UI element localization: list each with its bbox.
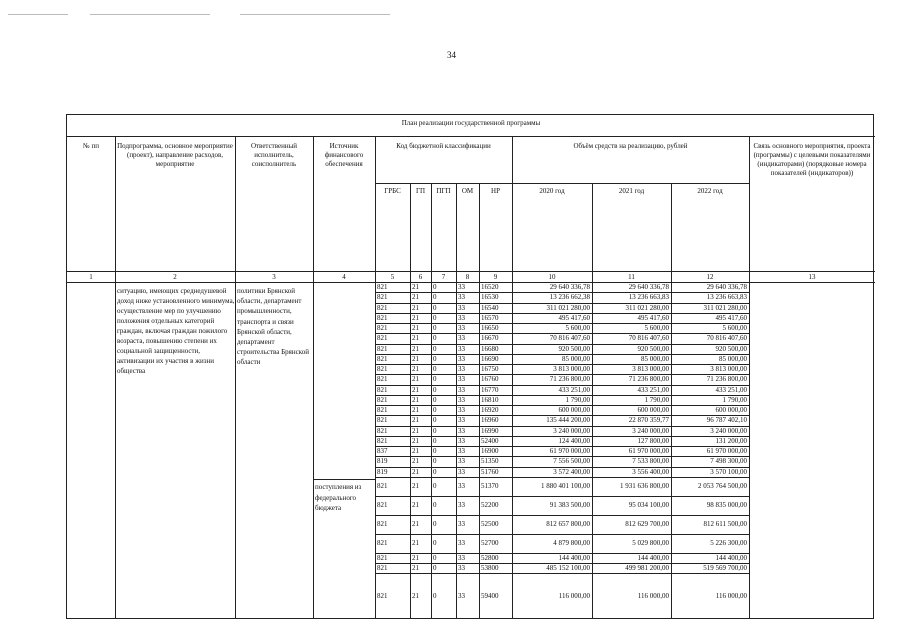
cell-y2021: 13 236 663,83 [628, 293, 669, 302]
cell-grbs: 821 [377, 406, 388, 415]
cell-om: 33 [458, 520, 465, 529]
divider [313, 479, 375, 480]
cell-y2022: 7 498 300,00 [710, 457, 747, 466]
table-title: План реализации государственной программы [401, 119, 541, 127]
cell-y2021: 1 931 636 800,00 [620, 482, 669, 491]
header-gp: ГП [415, 187, 426, 195]
cell-om: 33 [458, 344, 465, 353]
header-budget-code: Код бюджетной классификации [396, 142, 491, 150]
row-divider [375, 534, 749, 535]
cell-y2022: 433 251,00 [715, 385, 747, 394]
cell-gp: 21 [412, 416, 419, 425]
divider [313, 136, 314, 618]
cell-y2020: 13 236 662,38 [549, 293, 590, 302]
column-number: 1 [89, 273, 93, 281]
cell-grbs: 821 [377, 365, 388, 374]
cell-y2020: 1 790,00 [565, 395, 590, 404]
header-pgp: ПГП [436, 187, 451, 195]
column-number: 6 [418, 273, 423, 281]
header-executor: Ответственный исполнитель, соисполнитель [250, 142, 298, 168]
cell-nr: 16770 [481, 385, 499, 394]
divider [115, 136, 116, 618]
cell-grbs: 821 [377, 436, 388, 445]
cell-om: 33 [458, 375, 465, 384]
cell-y2021: 495 417,60 [637, 313, 669, 322]
column-number: 4 [342, 273, 346, 281]
cell-gp: 21 [412, 365, 419, 374]
cell-nr: 59400 [481, 591, 499, 600]
header-2020: 2020 год [539, 187, 565, 195]
cell-y2022: 1 790,00 [722, 395, 747, 404]
column-number: 2 [173, 273, 177, 281]
cell-grbs: 821 [377, 564, 388, 573]
cell-grbs: 821 [377, 520, 388, 529]
cell-nr: 16760 [481, 375, 499, 384]
row-divider [375, 573, 749, 574]
divider [235, 136, 236, 618]
cell-y2021: 600 000,00 [637, 406, 669, 415]
header-om: ОМ [461, 187, 474, 195]
cell-y2021: 5 029 800,00 [632, 539, 669, 548]
cell-pgp: 0 [433, 539, 437, 548]
column-number: 8 [465, 273, 470, 281]
cell-grbs: 821 [377, 426, 388, 435]
cell-y2020: 144 400,00 [558, 553, 590, 562]
cell-pgp: 0 [433, 416, 437, 425]
cell-y2020: 812 657 800,00 [546, 520, 590, 529]
column-number: 11 [628, 273, 635, 281]
divider [749, 136, 750, 618]
cell-y2022: 2 053 764 500,00 [698, 482, 747, 491]
cell-gp: 21 [412, 520, 419, 529]
cell-pgp: 0 [433, 375, 437, 384]
cell-nr: 52700 [481, 539, 499, 548]
cell-gp: 21 [412, 385, 419, 394]
cell-gp: 21 [412, 395, 419, 404]
cell-y2020: 91 383 500,00 [549, 501, 590, 510]
cell-y2020: 495 417,60 [558, 313, 590, 322]
cell-y2022: 70 816 407,60 [706, 334, 747, 343]
cell-om: 33 [458, 426, 465, 435]
cell-om: 33 [458, 313, 465, 322]
cell-nr: 52400 [481, 436, 499, 445]
cell-nr: 51350 [481, 457, 499, 466]
cell-y2020: 3 813 000,00 [553, 365, 590, 374]
cell-y2021: 1 790,00 [644, 395, 669, 404]
cell-y2022: 920 500,00 [715, 344, 747, 353]
cell-y2020: 3 572 400,00 [553, 467, 590, 476]
source-text: поступления из федерального бюджета [315, 483, 362, 513]
cell-y2022: 519 569 700,00 [703, 564, 747, 573]
cell-pgp: 0 [433, 365, 437, 374]
divider [375, 136, 376, 618]
cell-om: 33 [458, 354, 465, 363]
cell-y2021: 127 800,00 [637, 436, 669, 445]
cell-grbs: 821 [377, 334, 388, 343]
cell-y2021: 61 970 000,00 [628, 447, 669, 456]
cell-y2021: 311 021 280,00 [625, 303, 669, 312]
cell-nr: 16570 [481, 313, 499, 322]
cell-gp: 21 [412, 457, 419, 466]
cell-y2022: 495 417,60 [715, 313, 747, 322]
cell-pgp: 0 [433, 564, 437, 573]
cell-nr: 52800 [481, 553, 499, 562]
cell-gp: 21 [412, 467, 419, 476]
cell-om: 33 [458, 385, 465, 394]
cell-grbs: 821 [377, 303, 388, 312]
header-grbs: ГРБС [384, 187, 401, 195]
cell-y2020: 5 600,00 [565, 324, 590, 333]
header-2021: 2021 год [618, 187, 645, 195]
cell-y2020: 485 152 100,00 [546, 564, 590, 573]
cell-gp: 21 [412, 591, 419, 600]
cell-y2022: 61 970 000,00 [706, 447, 747, 456]
column-number: 10 [548, 273, 556, 281]
cell-nr: 16520 [481, 283, 499, 292]
cell-y2022: 3 570 100,00 [710, 467, 747, 476]
cell-pgp: 0 [433, 324, 437, 333]
cell-gp: 21 [412, 553, 419, 562]
cell-y2021: 71 236 800,00 [628, 375, 669, 384]
cell-y2022: 3 813 000,00 [710, 365, 747, 374]
page-number: 34 [447, 50, 456, 60]
cell-y2020: 3 240 000,00 [553, 426, 590, 435]
cell-grbs: 821 [377, 416, 388, 425]
cell-grbs: 821 [377, 293, 388, 302]
cell-nr: 16750 [481, 365, 499, 374]
executor-text: политики Брянской области, департамент промышленности, транспорта и связи Брянской области, департамент строительства Брянской области [237, 287, 309, 367]
cell-pgp: 0 [433, 385, 437, 394]
cell-gp: 21 [412, 354, 419, 363]
cell-om: 33 [458, 436, 465, 445]
cell-y2022: 71 236 800,00 [706, 375, 747, 384]
cell-y2021: 5 600,00 [644, 324, 669, 333]
cell-nr: 16650 [481, 324, 499, 333]
scan-noise-line [240, 14, 390, 15]
cell-grbs: 821 [377, 375, 388, 384]
cell-grbs: 821 [377, 283, 388, 292]
cell-om: 33 [458, 416, 465, 425]
cell-y2021: 3 240 000,00 [632, 426, 669, 435]
cell-nr: 16960 [481, 416, 499, 425]
cell-y2022: 98 835 000,00 [706, 501, 747, 510]
cell-gp: 21 [412, 375, 419, 384]
cell-y2020: 116 000,00 [558, 591, 590, 600]
cell-grbs: 821 [377, 395, 388, 404]
cell-y2022: 144 400,00 [715, 553, 747, 562]
cell-y2022: 5 600,00 [722, 324, 747, 333]
cell-y2022: 116 000,00 [715, 591, 747, 600]
divider [67, 271, 875, 272]
cell-gp: 21 [412, 564, 419, 573]
cell-om: 33 [458, 395, 465, 404]
cell-y2021: 29 640 336,78 [628, 283, 669, 292]
cell-grbs: 837 [377, 447, 388, 456]
cell-y2021: 116 000,00 [637, 591, 669, 600]
cell-pgp: 0 [433, 283, 437, 292]
row-divider [375, 515, 749, 516]
cell-pgp: 0 [433, 395, 437, 404]
cell-pgp: 0 [433, 426, 437, 435]
header-link: Связь основного мероприятия, проекта (программы) с целевыми показателями (индикаторами) (порядковые номера показателей (индикаторов)) [753, 142, 871, 177]
cell-y2021: 499 981 200,00 [625, 564, 669, 573]
cell-nr: 52200 [481, 501, 499, 510]
cell-y2020: 7 556 500,00 [553, 457, 590, 466]
cell-y2020: 71 236 800,00 [549, 375, 590, 384]
cell-pgp: 0 [433, 457, 437, 466]
cell-gp: 21 [412, 447, 419, 456]
cell-y2021: 920 500,00 [637, 344, 669, 353]
cell-om: 33 [458, 457, 465, 466]
cell-grbs: 821 [377, 324, 388, 333]
cell-y2022: 812 611 500,00 [703, 520, 747, 529]
cell-y2021: 812 629 700,00 [625, 520, 669, 529]
cell-nr: 16900 [481, 447, 499, 456]
cell-pgp: 0 [433, 553, 437, 562]
cell-pgp: 0 [433, 354, 437, 363]
cell-pgp: 0 [433, 520, 437, 529]
column-number: 13 [808, 273, 816, 281]
cell-y2022: 3 240 000,00 [710, 426, 747, 435]
cell-grbs: 821 [377, 385, 388, 394]
program-plan-table [66, 114, 874, 619]
cell-gp: 21 [412, 539, 419, 548]
header-source: Источник финансового обеспечения [324, 142, 364, 168]
cell-nr: 16670 [481, 334, 499, 343]
cell-nr: 52500 [481, 520, 499, 529]
cell-y2020: 1 880 401 100,00 [541, 482, 590, 491]
cell-nr: 51370 [481, 482, 499, 491]
cell-grbs: 821 [377, 553, 388, 562]
cell-pgp: 0 [433, 293, 437, 302]
scan-noise-line [8, 14, 68, 15]
cell-pgp: 0 [433, 482, 437, 491]
cell-pgp: 0 [433, 467, 437, 476]
header-num: № пп [83, 142, 99, 150]
cell-y2020: 61 970 000,00 [549, 447, 590, 456]
cell-nr: 16540 [481, 303, 499, 312]
cell-pgp: 0 [433, 303, 437, 312]
cell-nr: 16990 [481, 426, 499, 435]
cell-gp: 21 [412, 324, 419, 333]
cell-gp: 21 [412, 482, 419, 491]
cell-gp: 21 [412, 426, 419, 435]
cell-om: 33 [458, 482, 465, 491]
cell-grbs: 821 [377, 501, 388, 510]
cell-y2021: 3 556 400,00 [632, 467, 669, 476]
cell-pgp: 0 [433, 406, 437, 415]
cell-y2021: 3 813 000,00 [632, 365, 669, 374]
header-2022: 2022 год [697, 187, 723, 195]
cell-om: 33 [458, 406, 465, 415]
cell-pgp: 0 [433, 501, 437, 510]
cell-y2021: 144 400,00 [637, 553, 669, 562]
cell-y2020: 600 000,00 [558, 406, 590, 415]
cell-y2021: 22 870 359,77 [628, 416, 669, 425]
cell-y2021: 7 533 800,00 [632, 457, 669, 466]
cell-y2022: 96 787 402,10 [706, 416, 747, 425]
cell-grbs: 821 [377, 482, 388, 491]
column-number: 12 [706, 273, 714, 281]
cell-om: 33 [458, 447, 465, 456]
cell-y2022: 311 021 280,00 [703, 303, 747, 312]
cell-y2022: 600 000,00 [715, 406, 747, 415]
cell-grbs: 821 [377, 539, 388, 548]
cell-gp: 21 [412, 344, 419, 353]
cell-y2021: 70 816 407,60 [628, 334, 669, 343]
cell-y2022: 29 640 336,78 [706, 283, 747, 292]
cell-nr: 16530 [481, 293, 499, 302]
cell-y2020: 135 444 200,00 [546, 416, 590, 425]
cell-y2021: 95 034 100,00 [628, 501, 669, 510]
cell-y2022: 5 226 300,00 [710, 539, 747, 548]
cell-om: 33 [458, 564, 465, 573]
scan-noise-line [90, 14, 210, 15]
cell-gp: 21 [412, 501, 419, 510]
cell-grbs: 821 [377, 591, 388, 600]
cell-nr: 16680 [481, 344, 499, 353]
column-number: 5 [390, 273, 395, 281]
cell-om: 33 [458, 365, 465, 374]
cell-y2021: 85 000,00 [641, 354, 669, 363]
header-volume: Объём средств на реализацию, рублей [573, 142, 688, 150]
cell-nr: 51760 [481, 467, 499, 476]
cell-nr: 53800 [481, 564, 499, 573]
cell-y2022: 85 000,00 [719, 354, 747, 363]
cell-om: 33 [458, 539, 465, 548]
column-number: 7 [441, 273, 446, 281]
cell-om: 33 [458, 501, 465, 510]
cell-om: 33 [458, 303, 465, 312]
header-subprogram: Подпрограмма, основное мероприятие (проект), направление расходов, мероприятие [117, 142, 233, 168]
cell-grbs: 819 [377, 457, 388, 466]
cell-y2020: 70 816 407,60 [549, 334, 590, 343]
cell-y2020: 920 500,00 [558, 344, 590, 353]
cell-om: 33 [458, 283, 465, 292]
cell-gp: 21 [412, 436, 419, 445]
cell-gp: 21 [412, 406, 419, 415]
header-nr: НР [491, 187, 500, 195]
cell-gp: 21 [412, 293, 419, 302]
cell-grbs: 821 [377, 313, 388, 322]
cell-y2020: 311 021 280,00 [546, 303, 590, 312]
cell-y2022: 13 236 663,83 [706, 293, 747, 302]
column-number: 9 [493, 273, 498, 281]
cell-nr: 16810 [481, 395, 499, 404]
row-divider [375, 496, 749, 497]
row-divider [375, 477, 749, 478]
column-number: 3 [272, 273, 276, 281]
cell-om: 33 [458, 293, 465, 302]
cell-pgp: 0 [433, 447, 437, 456]
cell-y2020: 85 000,00 [562, 354, 590, 363]
cell-om: 33 [458, 467, 465, 476]
cell-gp: 21 [412, 303, 419, 312]
cell-pgp: 0 [433, 436, 437, 445]
cell-y2020: 124 400,00 [558, 436, 590, 445]
cell-y2020: 29 640 336,78 [549, 283, 590, 292]
cell-nr: 16920 [481, 406, 499, 415]
divider [67, 136, 875, 137]
cell-om: 33 [458, 324, 465, 333]
cell-y2022: 131 200,00 [715, 436, 747, 445]
cell-om: 33 [458, 553, 465, 562]
cell-nr: 16690 [481, 354, 499, 363]
cell-gp: 21 [412, 313, 419, 322]
cell-om: 33 [458, 591, 465, 600]
cell-om: 33 [458, 334, 465, 343]
cell-grbs: 819 [377, 467, 388, 476]
cell-y2021: 433 251,00 [637, 385, 669, 394]
cell-grbs: 821 [377, 354, 388, 363]
cell-gp: 21 [412, 283, 419, 292]
cell-pgp: 0 [433, 334, 437, 343]
cell-gp: 21 [412, 334, 419, 343]
cell-y2020: 433 251,00 [558, 385, 590, 394]
cell-y2020: 4 879 800,00 [553, 539, 590, 548]
cell-pgp: 0 [433, 313, 437, 322]
cell-pgp: 0 [433, 344, 437, 353]
cell-grbs: 821 [377, 344, 388, 353]
cell-pgp: 0 [433, 591, 437, 600]
measure-text: ситуацию, имеющих среднедушевой доход ниже установленного минимума, осуществление мер по улучшению положения отдельных категорий граждан, включая граждан пожилого возраста, повышению степени их социальной защищенности, активизации их участия в жизни общества [117, 287, 235, 375]
